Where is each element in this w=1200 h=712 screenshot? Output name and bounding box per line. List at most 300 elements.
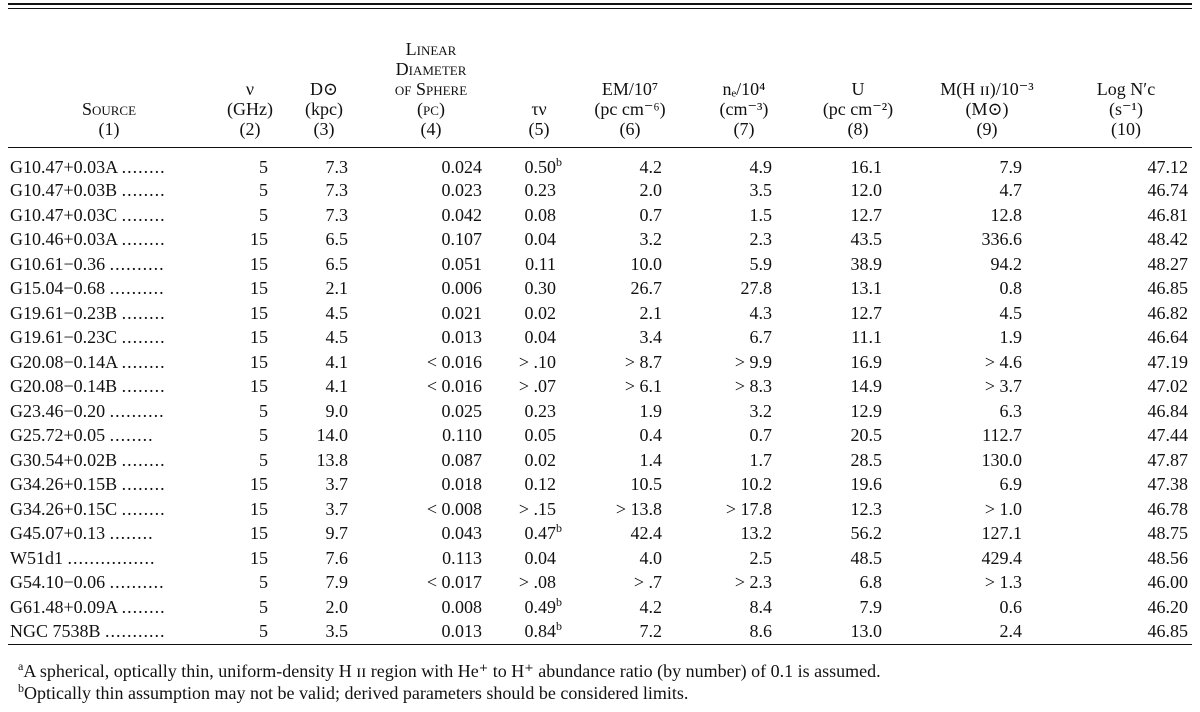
table-row (8, 148, 1192, 178)
cell-diam (358, 203, 504, 228)
cell-value: 4.0 (639, 547, 662, 568)
cell-diam (358, 521, 504, 546)
cell-value: 48.56 (1147, 547, 1188, 568)
cell-tau (504, 570, 574, 595)
cell-value: 26.7 (630, 278, 662, 299)
cell-logn (1060, 423, 1192, 448)
cell-value: 2.1 (325, 278, 348, 299)
cell-value: 0.04 (524, 229, 556, 250)
cell-logn (1060, 325, 1192, 350)
cell-value: 0.23 (524, 400, 556, 421)
source-name: W51d1 (10, 547, 63, 568)
cell-d (290, 423, 358, 448)
source-cell (8, 374, 210, 399)
cell-value: 4.5 (999, 302, 1022, 323)
cell-value: 7.6 (325, 547, 348, 568)
cell-ne (686, 178, 802, 203)
cell-u (802, 570, 914, 595)
cell-value: 112.7 (982, 425, 1022, 446)
cell-m (914, 423, 1060, 448)
cell-m (914, 252, 1060, 277)
table-row (8, 203, 1192, 228)
cell-value: 1.9 (999, 327, 1022, 348)
cell-value: 4.5 (325, 327, 348, 348)
column-header-line: Linear (405, 39, 457, 59)
cell-value: 14.0 (316, 425, 348, 446)
cell-value: > 1.0 (984, 498, 1022, 519)
cell-value: < 0.016 (426, 376, 482, 397)
cell-value: 3.7 (325, 498, 348, 519)
cell-value: 46.85 (1147, 621, 1188, 642)
cell-em (574, 546, 686, 571)
column-number: (8) (847, 119, 869, 139)
cell-value: 4.2 (639, 157, 662, 177)
cell-value: 7.3 (325, 157, 348, 177)
table-row (8, 374, 1192, 399)
cell-logn (1060, 399, 1192, 424)
cell-nu (210, 350, 290, 375)
cell-logn (1060, 472, 1192, 497)
cell-value: 46.00 (1147, 572, 1188, 593)
cell-em (574, 350, 686, 375)
cell-value: 8.4 (749, 596, 772, 617)
cell-value: 6.5 (325, 253, 348, 274)
cell-ne (686, 448, 802, 473)
cell-nu (210, 252, 290, 277)
cell-u (802, 448, 914, 473)
cell-u (802, 546, 914, 571)
table-row (8, 301, 1192, 326)
leader-dots: ........ (121, 180, 166, 201)
column-number: (6) (619, 119, 641, 139)
cell-diam (358, 148, 504, 178)
cell-value: 5 (259, 425, 268, 446)
source-cell (8, 497, 210, 522)
cell-diam (358, 570, 504, 595)
cell-value: 3.2 (639, 229, 662, 250)
cell-logn (1060, 570, 1192, 595)
cell-nu (210, 399, 290, 424)
cell-value: 12.3 (850, 498, 882, 519)
cell-logn (1060, 301, 1192, 326)
cell-nu (210, 619, 290, 644)
table-body (8, 148, 1192, 644)
cell-logn (1060, 203, 1192, 228)
cell-value: 48.5 (850, 547, 882, 568)
cell-value: 0.6 (999, 596, 1022, 617)
source-name: G20.08−0.14B (10, 376, 118, 397)
cell-value: 5 (259, 180, 268, 201)
cell-diam (358, 227, 504, 252)
cell-value: 47.02 (1147, 376, 1188, 397)
cell-tau (504, 546, 574, 571)
cell-em (574, 276, 686, 301)
cell-nu (210, 472, 290, 497)
cell-value: > 1.3 (984, 572, 1022, 593)
cell-value: 12.7 (850, 302, 882, 323)
cell-value: > 8.3 (734, 376, 772, 397)
cell-ne (686, 472, 802, 497)
table-row (8, 227, 1192, 252)
source-name: NGC 7538B (10, 621, 101, 642)
leader-dots: ................ (67, 547, 156, 568)
source-cell (8, 276, 210, 301)
cell-value: 46.81 (1147, 204, 1188, 225)
cell-m (914, 472, 1060, 497)
cell-value: 15 (250, 327, 268, 348)
cell-tau (504, 276, 574, 301)
cell-value: 15 (250, 253, 268, 274)
cell-value: 0.013 (441, 327, 482, 348)
source-cell (8, 448, 210, 473)
cell-value: 47.87 (1147, 449, 1188, 470)
cell-ne (686, 227, 802, 252)
cell-value: 0.47 (524, 523, 556, 544)
cell-value: > 2.3 (734, 572, 772, 593)
cell-m (914, 399, 1060, 424)
cell-value: > 6.1 (624, 376, 662, 397)
cell-value: 12.8 (990, 204, 1022, 225)
cell-em (574, 325, 686, 350)
cell-d (290, 276, 358, 301)
leader-dots: ........ (121, 376, 166, 397)
cell-em (574, 497, 686, 522)
source-cell (8, 203, 210, 228)
cell-d (290, 619, 358, 644)
table-row (8, 521, 1192, 546)
cell-value: 0.04 (524, 547, 556, 568)
column-header-line: D⊙ (309, 79, 339, 99)
cell-d (290, 595, 358, 620)
cell-nu (210, 497, 290, 522)
cell-tau (504, 448, 574, 473)
column-header-line: τν (531, 99, 547, 119)
source-name: G19.61−0.23C (10, 327, 118, 348)
cell-m (914, 619, 1060, 644)
cell-value: 0.23 (524, 180, 556, 201)
cell-value: 19.6 (850, 474, 882, 495)
cell-em (574, 619, 686, 644)
leader-dots: ........ (121, 596, 166, 617)
cell-nu (210, 448, 290, 473)
cell-ne (686, 325, 802, 350)
source-cell (8, 227, 210, 252)
cell-ne (686, 423, 802, 448)
cell-em (574, 227, 686, 252)
source-name: G61.48+0.09A (10, 596, 118, 617)
cell-m (914, 203, 1060, 228)
column-number: (4) (420, 119, 442, 139)
cell-nu (210, 301, 290, 326)
source-cell (8, 178, 210, 203)
cell-value: 2.3 (749, 229, 772, 250)
cell-m (914, 301, 1060, 326)
table-row (8, 423, 1192, 448)
cell-value: 46.84 (1147, 400, 1188, 421)
cell-value: 1.9 (639, 400, 662, 421)
cell-logn (1060, 521, 1192, 546)
cell-value: 20.5 (850, 425, 882, 446)
cell-value: 0.110 (442, 425, 482, 446)
cell-value: 336.6 (981, 229, 1022, 250)
cell-u (802, 521, 914, 546)
cell-value: 0.12 (524, 474, 556, 495)
cell-tau (504, 252, 574, 277)
cell-value: 14.9 (850, 376, 882, 397)
cell-tau (504, 497, 574, 522)
cell-value: 43.5 (850, 229, 882, 250)
cell-ne (686, 595, 802, 620)
leader-dots: ........ (121, 204, 166, 225)
source-name: G10.46+0.03A (10, 229, 118, 250)
cell-em (574, 521, 686, 546)
table-row (8, 350, 1192, 375)
cell-m (914, 227, 1060, 252)
cell-d (290, 570, 358, 595)
cell-logn (1060, 595, 1192, 620)
cell-value: 5 (259, 596, 268, 617)
cell-tau (504, 227, 574, 252)
leader-dots: ........ (109, 523, 154, 544)
footnotes (18, 660, 881, 704)
cell-value: 0.8 (999, 278, 1022, 299)
cell-value: 0.02 (524, 302, 556, 323)
source-name: G10.47+0.03C (10, 204, 118, 225)
cell-value: 16.9 (850, 351, 882, 372)
cell-value: < 0.016 (426, 351, 482, 372)
cell-tau (504, 350, 574, 375)
cell-m (914, 497, 1060, 522)
cell-value: 0.02 (524, 449, 556, 470)
cell-value: 6.5 (325, 229, 348, 250)
cell-logn (1060, 350, 1192, 375)
column-header-line: (s⁻¹) (1109, 99, 1143, 119)
cell-value: 15 (250, 547, 268, 568)
cell-value: 4.1 (325, 376, 348, 397)
cell-m (914, 374, 1060, 399)
cell-value: 0.008 (441, 596, 482, 617)
column-number: (2) (239, 119, 261, 139)
column-header-8 (802, 0, 914, 148)
source-name: G34.26+0.15C (10, 498, 118, 519)
cell-value: 15 (250, 523, 268, 544)
cell-d (290, 521, 358, 546)
cell-d (290, 374, 358, 399)
table-row (8, 497, 1192, 522)
cell-u (802, 178, 914, 203)
cell-m (914, 448, 1060, 473)
cell-em (574, 301, 686, 326)
cell-value: 46.85 (1147, 278, 1188, 299)
table-row (8, 448, 1192, 473)
cell-value: 2.0 (325, 596, 348, 617)
cell-diam (358, 301, 504, 326)
cell-value: 47.44 (1147, 425, 1188, 446)
source-name: G10.61−0.36 (10, 253, 106, 274)
column-number: (3) (313, 119, 335, 139)
cell-value: < 0.008 (426, 498, 482, 519)
cell-diam (358, 497, 504, 522)
cell-value: 0.021 (441, 302, 482, 323)
cell-value: 9.7 (325, 523, 348, 544)
cell-value: 13.8 (316, 449, 348, 470)
cell-value: 3.5 (749, 180, 772, 201)
source-cell (8, 148, 210, 178)
cell-u (802, 399, 914, 424)
cell-logn (1060, 148, 1192, 178)
cell-u (802, 325, 914, 350)
cell-value: 0.013 (441, 621, 482, 642)
cell-d (290, 178, 358, 203)
table-row (8, 399, 1192, 424)
column-header-line: M(H ɪɪ)/10⁻³ (940, 79, 1034, 99)
source-name: G20.08−0.14A (10, 351, 118, 372)
source-cell (8, 423, 210, 448)
cell-ne (686, 203, 802, 228)
cell-em (574, 203, 686, 228)
cell-tau: 0.50$^b$ (524, 155, 562, 177)
cell-diam (358, 399, 504, 424)
cell-value: 0.7 (639, 204, 662, 225)
cell-value: 48.27 (1147, 253, 1188, 274)
cell-value: 4.3 (749, 302, 772, 323)
cell-logn (1060, 276, 1192, 301)
cell-value: 46.78 (1147, 498, 1188, 519)
cell-value: 6.9 (999, 474, 1022, 495)
column-number: (9) (976, 119, 998, 139)
leader-dots: ........ (121, 327, 166, 348)
source-name: G34.26+0.15B (10, 474, 118, 495)
column-header-line: (pc cm⁻²) (822, 99, 894, 119)
cell-value: 7.3 (325, 204, 348, 225)
cell-value: 0.50 (524, 157, 556, 177)
column-header-1 (8, 0, 210, 148)
cell-nu (210, 546, 290, 571)
cell-value: 46.74 (1147, 180, 1188, 201)
cell-value: 429.4 (981, 547, 1022, 568)
cell-diam (358, 276, 504, 301)
cell-u (802, 497, 914, 522)
source-name: G10.47+0.03A (10, 157, 118, 177)
cell-m (914, 350, 1060, 375)
cell-value: 0.49 (524, 596, 556, 617)
cell-value: 0.30 (524, 278, 556, 299)
column-header-9 (914, 0, 1060, 148)
cell-tau (504, 423, 574, 448)
cell-value: > .7 (633, 572, 662, 593)
cell-value: 28.5 (850, 449, 882, 470)
cell-value: 12.0 (850, 180, 882, 201)
cell-diam (358, 619, 504, 644)
column-header-line: (kpc) (305, 99, 343, 119)
cell-value: 8.6 (749, 621, 772, 642)
cell-value: 3.7 (325, 474, 348, 495)
table-row (8, 546, 1192, 571)
cell-value: 3.5 (325, 621, 348, 642)
cell-value: 0.024 (441, 157, 482, 177)
cell-value: 4.2 (639, 596, 662, 617)
cell-value: > .10 (518, 351, 556, 372)
column-header-3 (290, 0, 358, 148)
cell-value: 3.4 (639, 327, 662, 348)
data-table (8, 0, 1192, 644)
source-cell (8, 472, 210, 497)
cell-diam (358, 472, 504, 497)
cell-value: 42.4 (630, 523, 662, 544)
cell-value: 15 (250, 278, 268, 299)
cell-nu (210, 178, 290, 203)
cell-value: 10.0 (630, 253, 662, 274)
cell-value: 0.11 (525, 253, 556, 274)
column-number: (1) (98, 119, 120, 139)
cell-value: 7.3 (325, 180, 348, 201)
cell-value: 13.1 (850, 278, 882, 299)
column-header-line: nₑ/10⁴ (722, 79, 766, 99)
cell-em (574, 252, 686, 277)
cell-u (802, 276, 914, 301)
cell-value: 4.7 (999, 180, 1022, 201)
cell-em (574, 178, 686, 203)
cell-value: 7.9 (325, 572, 348, 593)
column-header-line: Source (81, 99, 137, 119)
cell-value: > 8.7 (624, 351, 662, 372)
cell-value: 0.087 (441, 449, 482, 470)
cell-diam (358, 546, 504, 571)
column-header-7 (686, 0, 802, 148)
cell-value: > 9.9 (734, 351, 772, 372)
cell-nu (210, 276, 290, 301)
cell-m (914, 148, 1060, 178)
cell-value: 27.8 (740, 278, 772, 299)
cell-value: > 17.8 (725, 498, 772, 519)
source-name: G25.72+0.05 (10, 425, 106, 446)
table-row (8, 619, 1192, 644)
cell-ne (686, 570, 802, 595)
cell-value: 0.08 (524, 204, 556, 225)
cell-d (290, 399, 358, 424)
cell-tau (504, 325, 574, 350)
cell-em (574, 570, 686, 595)
cell-u (802, 350, 914, 375)
cell-d (290, 448, 358, 473)
cell-d (290, 227, 358, 252)
cell-d (290, 325, 358, 350)
header-row (8, 0, 1192, 148)
leader-dots: .......... (109, 400, 165, 421)
source-cell (8, 521, 210, 546)
cell-d (290, 546, 358, 571)
column-header-4 (358, 0, 504, 148)
cell-diam (358, 350, 504, 375)
cell-value: > .07 (518, 376, 556, 397)
cell-d (290, 148, 358, 178)
cell-tau: 0.84$^b$ (524, 619, 562, 642)
cell-value: 0.7 (749, 425, 772, 446)
cell-nu (210, 227, 290, 252)
source-cell (8, 546, 210, 571)
cell-value: 2.5 (749, 547, 772, 568)
cell-ne (686, 497, 802, 522)
column-header-6 (574, 0, 686, 148)
cell-ne (686, 276, 802, 301)
cell-ne (686, 350, 802, 375)
cell-ne (686, 148, 802, 178)
cell-value: 5.9 (749, 253, 772, 274)
leader-dots: .......... (109, 278, 165, 299)
cell-diam (358, 178, 504, 203)
cell-value: 1.5 (749, 204, 772, 225)
cell-value: > .08 (518, 572, 556, 593)
